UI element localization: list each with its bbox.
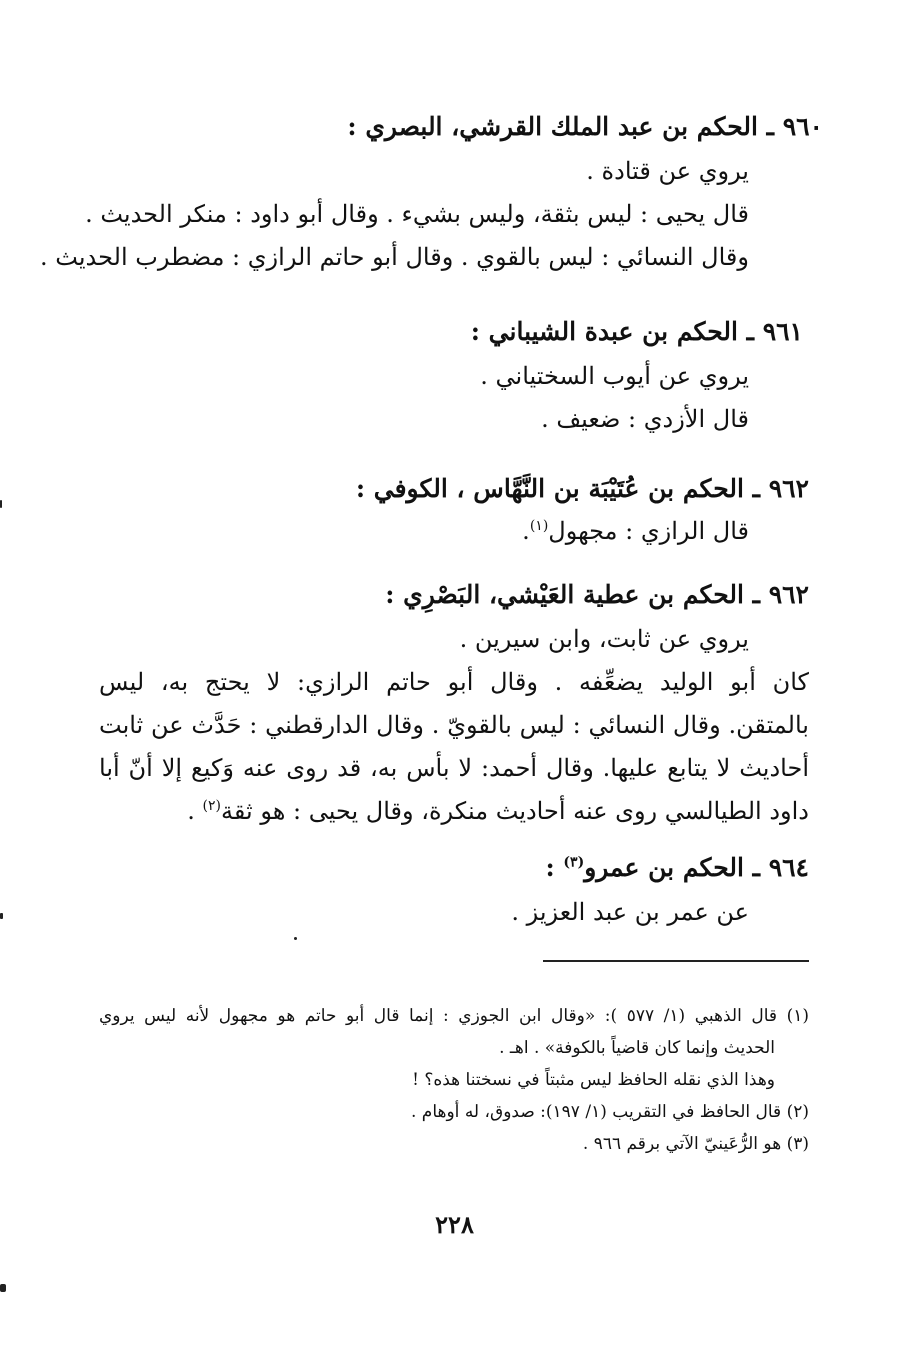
paragraph-line-end: . bbox=[187, 797, 203, 825]
paragraph-line bbox=[99, 797, 809, 825]
entry-heading: ٩٦٠ ـ الحكم بن عبد الملك القرشي، البصري : bbox=[347, 112, 823, 141]
entry-heading-text: ٩٦٤ ـ الحكم بن عمرو bbox=[584, 853, 809, 882]
scan-speck bbox=[0, 913, 3, 919]
entry-heading: ٩٦٢ ـ الحكم بن عطية العَيْشي، البَصْرِي : bbox=[385, 580, 809, 609]
scan-speck bbox=[294, 937, 297, 940]
paragraph-line: أحاديث لا يتابع عليها. وقال أحمد: لا بأس به، قد روى عنه وَكيع إلا أنّ أبا bbox=[99, 754, 809, 782]
entry-line bbox=[522, 517, 749, 545]
footnote-separator bbox=[543, 960, 809, 962]
entry-heading: ٩٦٢ ـ الحكم بن عُتَيْبَة بن النَّهَّاس ، الكوفي : bbox=[355, 474, 809, 503]
footnote-ref: (٣) bbox=[563, 854, 585, 871]
footnote-ref: (٢) bbox=[202, 798, 221, 814]
footnote-line: (٣) هو الرُّعَينيّ الآتي برقم ٩٦٦ . bbox=[582, 1134, 809, 1154]
entry-heading bbox=[545, 853, 809, 882]
entry-heading: ٩٦١ ـ الحكم بن عبدة الشيباني : bbox=[470, 317, 803, 346]
entry-line-end: . bbox=[522, 517, 530, 545]
footnote-line: (١) قال الذهبي (١/ ٥٧٧ ): «وقال ابن الجوزي : إنما قال أبو حاتم هو مجهول لأنه ليس يروي bbox=[99, 1006, 809, 1026]
entry-line: قال يحيى : ليس بثقة، وليس بشيء . وقال أبو داود : منكر الحديث . bbox=[85, 200, 749, 228]
paragraph-line: بالمتقن. وقال النسائي : ليس بالقويّ . وقال الدارقطني : حَدَّث عن ثابت bbox=[99, 711, 809, 739]
footnote-line: وهذا الذي نقله الحافظ ليس مثبتاً في نسختنا هذه؟ ! bbox=[412, 1070, 775, 1090]
entry-line: عن عمر بن عبد العزيز . bbox=[511, 898, 749, 926]
page-number: ٢٢٨ bbox=[435, 1210, 474, 1239]
entry-line: وقال النسائي : ليس بالقوي . وقال أبو حاتم الرازي : مضطرب الحديث . bbox=[40, 243, 749, 271]
scan-speck bbox=[0, 1284, 6, 1292]
scan-speck bbox=[0, 500, 2, 508]
entry-line: يروي عن ثابت، وابن سيرين . bbox=[459, 625, 749, 653]
footnote-line: الحديث وإنما كان قاضياً بالكوفة» . اهـ . bbox=[499, 1038, 775, 1058]
entry-line: يروي عن قتادة . bbox=[586, 157, 749, 185]
entry-line: قال الأزدي : ضعيف . bbox=[541, 405, 749, 433]
entry-line: يروي عن أيوب السختياني . bbox=[480, 362, 749, 390]
footnote-ref: (١) bbox=[529, 518, 549, 534]
entry-line-text: قال الرازي : مجهول bbox=[548, 517, 749, 545]
entry-heading-end: : bbox=[545, 853, 564, 882]
paragraph-line-text: داود الطيالسي روى عنه أحاديث منكرة، وقال يحيى : هو ثقة bbox=[221, 797, 809, 825]
footnote-line: (٢) قال الحافظ في التقريب (١/ ١٩٧): صدوق، له أوهام . bbox=[411, 1102, 809, 1122]
paragraph-line: كان أبو الوليد يضعِّفه . وقال أبو حاتم الرازي: لا يحتج به، ليس bbox=[99, 668, 809, 696]
